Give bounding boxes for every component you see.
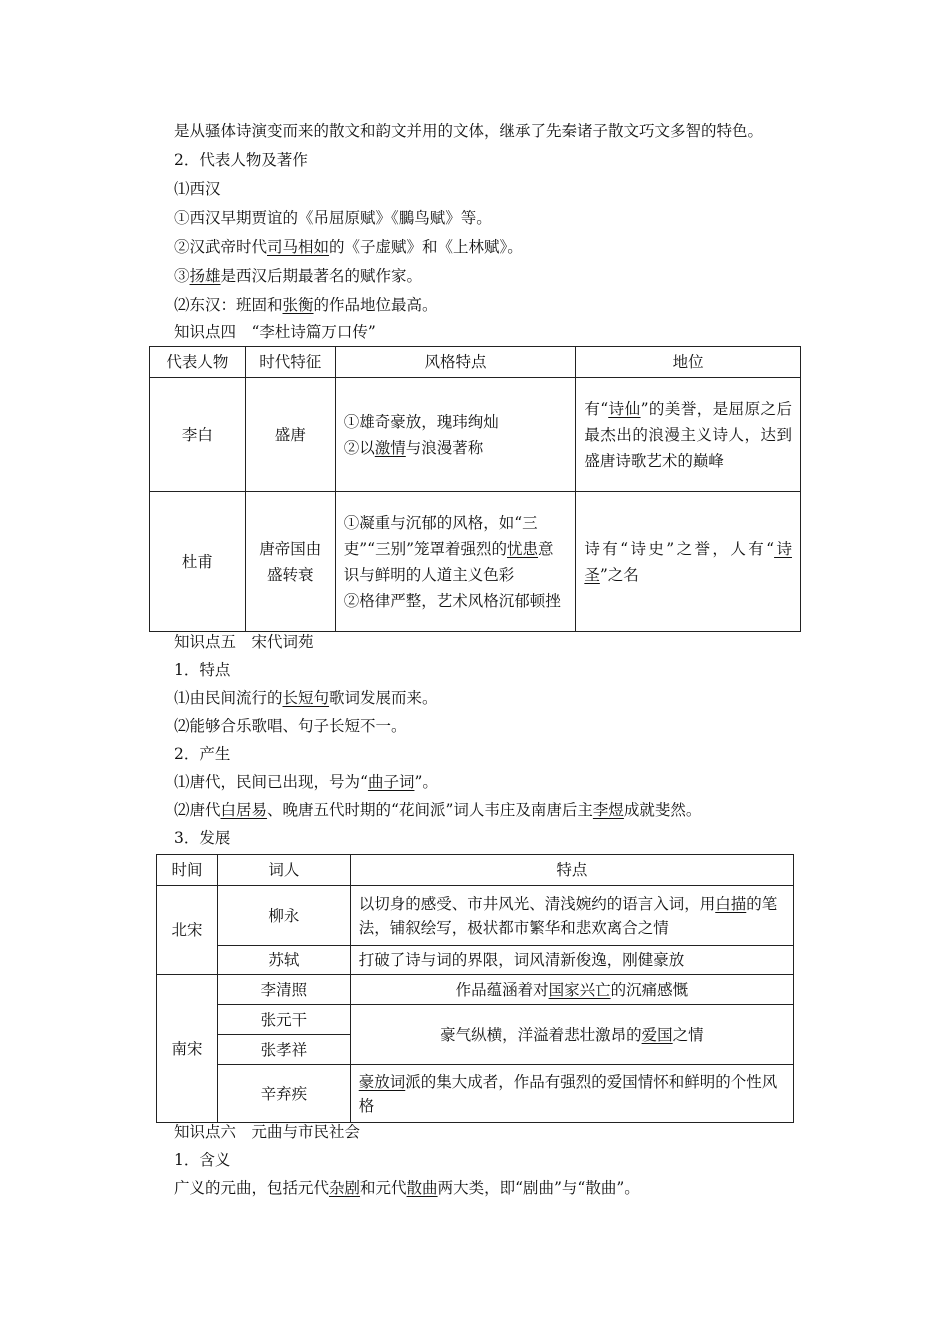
column-header: 特点	[350, 855, 793, 886]
list-item: ⑴由民间流行的长短句歌词发展而来。	[174, 689, 438, 707]
answer-blank: 诗圣	[584, 539, 792, 584]
song-ci-table	[156, 854, 794, 1123]
subheading: ⑴西汉	[174, 180, 221, 198]
column-header: 词人	[217, 855, 350, 886]
section-heading: 3．发展	[174, 829, 231, 847]
knowledge-point-title: 知识点四 “李杜诗篇万口传”	[174, 323, 376, 341]
answer-blank: 张衡	[282, 296, 314, 314]
answer-blank: 诗仙	[608, 399, 641, 418]
period-cell: 北宋	[157, 886, 218, 975]
section-heading: 1．含义	[174, 1151, 231, 1169]
answer-blank: 曲子词	[367, 773, 415, 791]
poet-style: ①雄奇豪放，瑰玮绚灿 ②以激情与浪漫著称	[335, 378, 576, 492]
answer-blank: 白居易	[220, 801, 268, 819]
poet-era: 唐帝国由盛转衰	[245, 492, 335, 632]
list-item: ⑴唐代，民间已出现，号为“曲子词”。	[174, 773, 438, 791]
list-item: ⑵东汉：班固和张衡的作品地位最高。	[174, 296, 438, 314]
poet-feature: 豪气纵横，洋溢着悲壮激昂的爱国之情	[350, 1005, 793, 1065]
answer-blank: 忧患	[507, 539, 539, 558]
poet-status: 有“诗仙”的美誉，是屈原之后最杰出的浪漫主义诗人，达到盛唐诗歌艺术的巅峰	[576, 378, 801, 492]
answer-blank: 国家兴亡	[548, 980, 611, 999]
answer-blank: 司马相如	[267, 238, 330, 256]
intro-line: 是从骚体诗演变而来的散文和韵文并用的文体，继承了先秦诸子散文巧文多智的特色。	[174, 122, 764, 140]
poet-name: 辛弃疾	[217, 1065, 350, 1123]
poet-status: 诗有“诗史”之誉，人有“诗圣”之名	[576, 492, 801, 632]
poet-style: ①凝重与沉郁的风格，如“三吏”“三别”笼罩着强烈的忧患意识与鲜明的人道主义色彩 ②格律严整，艺术风格沉郁顿挫	[335, 492, 576, 632]
answer-blank: 扬雄	[189, 267, 221, 285]
answer-blank: 激情	[374, 438, 406, 457]
column-header: 时代特征	[245, 347, 335, 378]
poet-name: 苏轼	[217, 946, 350, 975]
column-header: 时间	[157, 855, 218, 886]
section-heading: 2．代表人物及著作	[174, 151, 308, 169]
section-heading: 1．特点	[174, 661, 231, 679]
poet-name: 柳永	[217, 886, 350, 946]
list-item: ②汉武帝时代司马相如的《子虚赋》和《上林赋》。	[174, 238, 523, 256]
knowledge-point-title: 知识点五 宋代词苑	[174, 633, 314, 651]
answer-blank: 李煜	[592, 801, 624, 819]
poet-feature: 以切身的感受、市井风光、清浅婉约的语言入词，用白描的笔法，铺叙绘写，极状都市繁华和悲欢离合之情	[350, 886, 793, 946]
list-item: ⑵唐代白居易、晚唐五代时期的“花间派”词人韦庄及南唐后主李煜成就斐然。	[174, 801, 702, 819]
poet-name: 李白	[150, 378, 246, 492]
poet-name: 张孝祥	[217, 1035, 350, 1065]
poet-name: 李清照	[217, 975, 350, 1005]
poet-name: 杜甫	[150, 492, 246, 632]
answer-blank: 豪放词	[358, 1072, 406, 1091]
column-header: 代表人物	[150, 347, 246, 378]
poet-feature: 作品蕴涵着对国家兴亡的沉痛感慨	[350, 975, 793, 1005]
poet-era: 盛唐	[245, 378, 335, 492]
answer-blank: 白描	[715, 894, 747, 913]
list-item: ①西汉早期贾谊的《吊屈原赋》《鵩鸟赋》等。	[174, 209, 492, 227]
answer-blank: 杂剧	[329, 1179, 361, 1197]
answer-blank: 长短句	[282, 689, 330, 707]
section-heading: 2．产生	[174, 745, 231, 763]
column-header: 地位	[576, 347, 801, 378]
poet-feature: 豪放词派的集大成者，作品有强烈的爱国情怀和鲜明的个性风格	[350, 1065, 793, 1123]
list-item: 广义的元曲，包括元代杂剧和元代散曲两大类，即“剧曲”与“散曲”。	[174, 1179, 640, 1197]
knowledge-point-title: 知识点六 元曲与市民社会	[174, 1123, 361, 1141]
answer-blank: 爱国	[641, 1025, 673, 1044]
list-item: ⑵能够合乐歌唱、句子长短不一。	[174, 717, 407, 735]
list-item: ③扬雄是西汉后期最著名的赋作家。	[174, 267, 423, 285]
answer-blank: 散曲	[406, 1179, 438, 1197]
poet-feature: 打破了诗与词的界限，词风清新俊逸，刚健豪放	[350, 946, 793, 975]
period-cell: 南宋	[157, 975, 218, 1123]
li-du-table	[149, 346, 801, 632]
column-header: 风格特点	[335, 347, 576, 378]
poet-name: 张元干	[217, 1005, 350, 1035]
